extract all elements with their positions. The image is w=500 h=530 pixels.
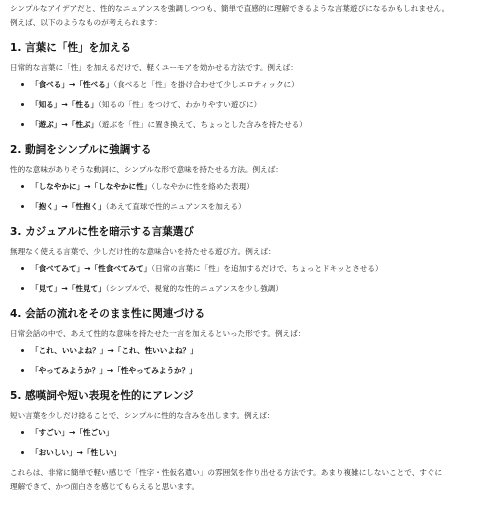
list-item: [10, 78, 490, 91]
bullet-icon: [21, 451, 24, 454]
list-item: [10, 426, 490, 439]
example-pair: 「これ、いいよね？」→「これ、性いいよね？」: [31, 346, 198, 355]
intro-line: 例えば、以下のようなものが考えられます：: [10, 18, 162, 27]
bullet-icon: [21, 349, 24, 352]
section-heading: 4. 会話の流れをそのまま性に関連づける: [10, 308, 206, 320]
list-item: [10, 118, 490, 131]
section-heading: 3. カジュアルに性を暗示する言葉選び: [10, 226, 194, 238]
closing-text: [10, 466, 490, 494]
example-pair: 「知る」→「性る」: [31, 100, 99, 109]
example-list: [10, 262, 490, 295]
example-note: （遊ぶを「性」に置き換えて、ちょっとした含みを持たせる）: [98, 120, 307, 129]
section-heading: 2. 動詞をシンプルに強調する: [10, 144, 152, 156]
bullet-icon: [21, 83, 24, 86]
example-note: （しなやかに性を絡めた表現）: [151, 182, 254, 191]
list-item: [10, 282, 490, 295]
closing-line: 理解できて、かつ面白さを感じてもらえると思います。: [10, 482, 200, 491]
example-note: （あえて直球で性的ニュアンスを加える）: [105, 202, 246, 211]
bullet-icon: [21, 205, 24, 208]
section-heading: 5. 感嘆詞や短い表現を性的にアレンジ: [10, 390, 194, 402]
closing-line: これらは、非常に簡単で軽い感じで「性字・性仮名遣い」の雰囲気を作り出せる方法です。あまり複雑にしないことで、すぐに: [10, 468, 443, 477]
list-item: [10, 180, 490, 193]
example-pair: 「すごい」→「性ごい」: [31, 428, 114, 437]
intro-line: シンプルなアイデアだと、性的なニュアンスを強調しつつも、簡単で直感的に理解できるような言葉遊びになるかもしれません。: [10, 4, 450, 13]
section-5: [10, 389, 490, 459]
example-list: [10, 426, 490, 459]
example-pair: 「やってみようか？」→「性やってみようか？」: [31, 366, 197, 375]
example-note: （シンプルで、視覚的な性的ニュアンスを少し強調）: [105, 284, 283, 293]
list-item: [10, 364, 490, 377]
bullet-icon: [21, 431, 24, 434]
section-description: 日常会話の中で、あえて性的な意味を持たせた一言を加えるといった形です。例えば：: [10, 329, 306, 338]
example-list: [10, 344, 490, 377]
section-1: [10, 41, 490, 131]
bullet-icon: [21, 287, 24, 290]
list-item: [10, 98, 490, 111]
example-note: （日常の言葉に「性」を追加するだけで、ちょっとドキッとさせる）: [151, 264, 383, 273]
bullet-icon: [21, 267, 24, 270]
example-note: （食べると「性」を掛け合わせて少しエロティックに）: [113, 80, 299, 89]
list-item: [10, 344, 490, 357]
bullet-icon: [21, 185, 24, 188]
intro-text: [10, 2, 490, 30]
example-pair: 「おいしい」→「性しい」: [31, 448, 121, 457]
example-pair: 「遊ぶ」→「性ぶ」: [31, 120, 99, 129]
example-pair: 「食べる」→「性べる」: [31, 80, 114, 89]
example-list: [10, 180, 490, 213]
section-4: [10, 307, 490, 377]
section-description: 日常的な言葉に「性」を加えるだけで、軽くユーモアを効かせる方法です。例えば：: [10, 63, 298, 72]
section-3: [10, 225, 490, 295]
bullet-icon: [21, 369, 24, 372]
example-pair: 「見て」→「性見て」: [31, 284, 106, 293]
example-note: （知るの「性」をつけて、わかりやすい遊びに）: [98, 100, 262, 109]
example-list: [10, 78, 490, 131]
bullet-icon: [21, 103, 24, 106]
section-description: 性的な意味がありそうな動詞に、シンプルな形で意味を持たせる方法。例えば：: [10, 165, 283, 174]
example-pair: 「しなやかに」→「しなやかに性」: [31, 182, 152, 191]
section-heading: 1. 言葉に「性」を加える: [10, 42, 132, 54]
list-item: [10, 200, 490, 213]
section-2: [10, 143, 490, 213]
section-description: 無理なく使える言葉で、少しだけ性的な意味合いを持たせる遊び方。例えば：: [10, 247, 276, 256]
example-pair: 「食べてみて」→「性食べてみて」: [31, 264, 152, 273]
list-item: [10, 446, 490, 459]
list-item: [10, 262, 490, 275]
section-description: 短い言葉を少しだけ捻ることで、シンプルに性的な含みを出します。例えば：: [10, 411, 275, 420]
bullet-icon: [21, 123, 24, 126]
example-pair: 「抱く」→「性抱く」: [31, 202, 106, 211]
